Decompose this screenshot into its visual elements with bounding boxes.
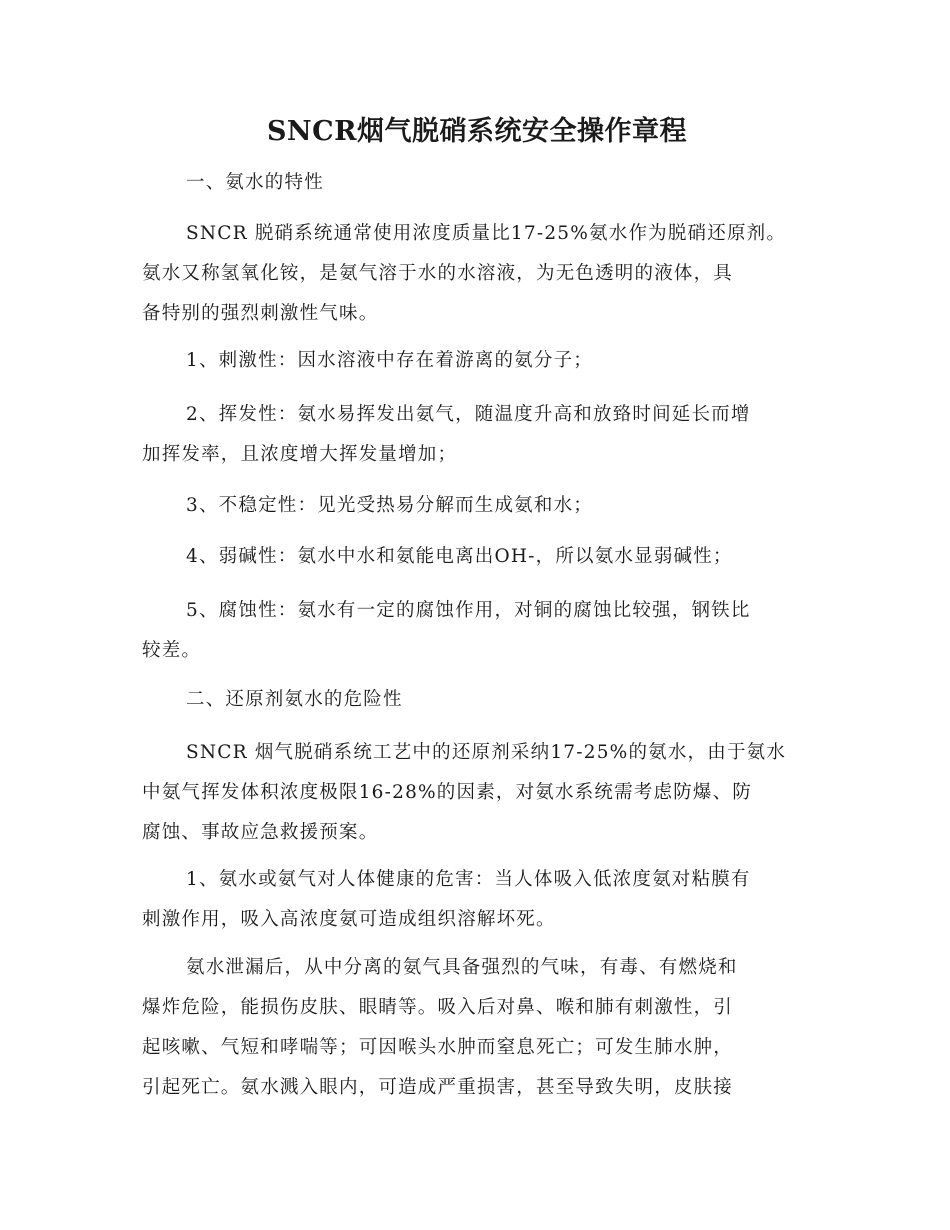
text-line: 较差。 [142, 640, 202, 661]
paragraph [142, 948, 812, 1108]
list-item [142, 537, 812, 577]
text-line: 氨水又称氢氧化铵，是氨气溶于水的水溶液，为无色透明的液体，具 [142, 263, 734, 284]
text-line: 2、挥发性：氨水易挥发出氨气，随温度升高和放臵时间延长而增 [186, 404, 751, 425]
text-line: 起咳嗽、气短和哮喘等；可因喉头水肿而窒息死亡；可发生肺水肿， [142, 1037, 734, 1058]
text-line: SNCR 烟气脱硝系统工艺中的还原剂采纳17-25%的氨水，由于氨水 [186, 742, 787, 763]
text-line: SNCR 脱硝系统通常使用浓度质量比17-25%氨水作为脱硝还原剂。 [186, 223, 787, 244]
paragraph [142, 214, 812, 334]
text-line: 氨水泄漏后，从中分离的氨气具备强烈的气味，有毒、有燃烧和 [186, 957, 738, 978]
text-line: 爆炸危险，能损伤皮肤、眼睛等。吸入后对鼻、喉和肺有刺激性，引 [142, 997, 734, 1018]
text-line: 3、不稳定性：见光受热易分解而生成氨和水； [186, 495, 593, 516]
text-line: 1、刺激性：因水溶液中存在着游离的氨分子； [186, 350, 593, 371]
list-item [142, 486, 812, 526]
text-line: 备特别的强烈刺激性气味。 [142, 303, 379, 324]
list-item [142, 860, 812, 940]
text-line: 4、弱碱性：氨水中水和氨能电离出OH-，所以氨水显弱碱性； [186, 546, 733, 567]
text-line: 5、腐蚀性：氨水有一定的腐蚀作用，对铜的腐蚀比较强，钢铁比 [186, 600, 751, 621]
section-heading: 一、氨水的特性 [186, 172, 324, 193]
text-line: 引起死亡。氨水溅入眼内，可造成严重损害，甚至导致失明，皮肤接 [142, 1077, 734, 1098]
paragraph [142, 733, 812, 853]
document-title: SNCR烟气脱硝系统安全操作章程 [266, 116, 688, 147]
section-heading: 二、还原剂氨水的危险性 [186, 689, 403, 710]
list-item [142, 341, 812, 381]
text-line: 1、氨水或氨气对人体健康的危害：当人体吸入低浓度氨对粘膜有 [186, 869, 751, 890]
text-line: 刺激作用，吸入高浓度氨可造成组织溶解坏死。 [142, 909, 556, 930]
list-item [142, 591, 812, 671]
list-item [142, 395, 812, 475]
text-line: 中氨气挥发体积浓度极限16-28%的因素，对氨水系统需考虑防爆、防 [142, 782, 753, 803]
text-line: 腐蚀、事故应急救援预案。 [142, 822, 379, 843]
text-line: 加挥发率，且浓度增大挥发量增加； [142, 444, 458, 465]
